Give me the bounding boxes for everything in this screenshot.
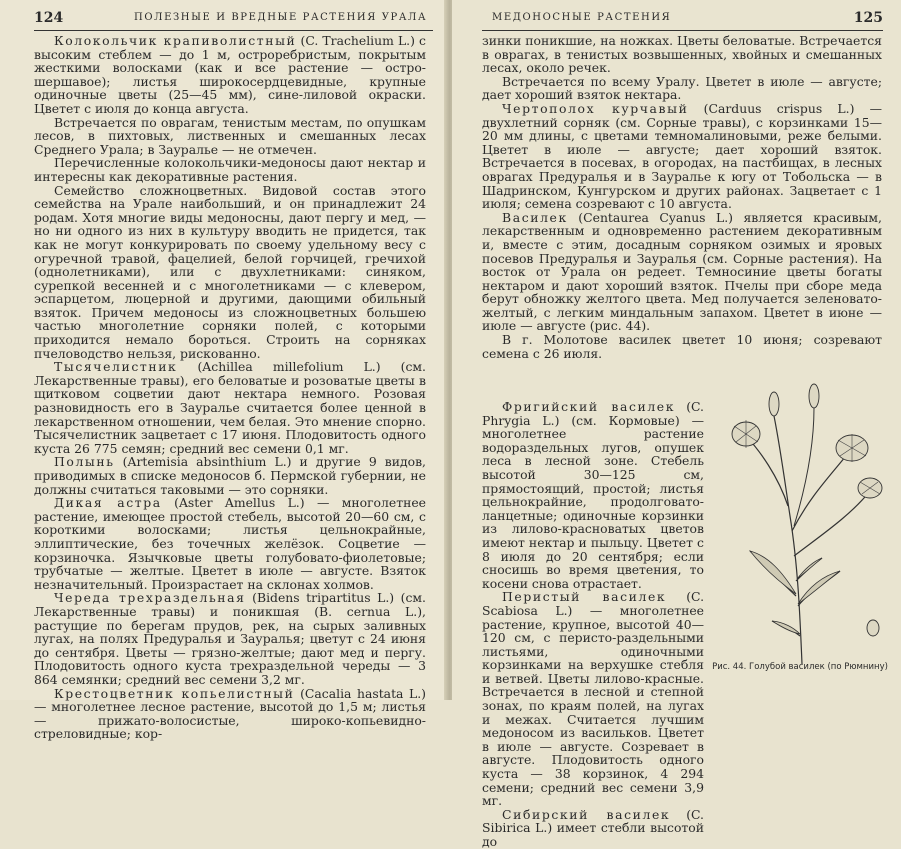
- left-page-text: [34, 34, 426, 741]
- page-number: 125: [853, 10, 883, 26]
- running-title: ПОЛЕЗНЫЕ И ВРЕДНЫЕ РАСТЕНИЯ УРАЛА: [134, 12, 428, 23]
- running-title: МЕДОНОСНЫЕ РАСТЕНИЯ: [492, 12, 672, 23]
- page-number: 124: [34, 10, 64, 26]
- right-page-header: [482, 4, 883, 31]
- species-name: Василек: [502, 209, 568, 225]
- species-name: Крестоцветник копьелистный: [54, 685, 295, 701]
- paragraph: Перечисленные колокольчики-медоносы дают нектар и интересны как декоративные растения.: [34, 155, 426, 184]
- figure-caption: Рис. 44. Голубой василек (по Рюмнину): [712, 662, 888, 672]
- paragraph: Фригийский василек (C. Phrygia L.) (см. Кормовые) — многолетнее растение водораздельных лугов, опушек леса в лесной зоне. Стебель высотой 30—125 см, прямостоящий, простой; листья цельнокрайние, продолговато-ланцетные; одиночные корзинки из лилово-красноватых цветов имеют нектар и пыльцу. Цветет с 8 июля до 20 сентября; если сносишь во время цветения, то косени снова отрастает.: [482, 399, 704, 591]
- paragraph: Череда трехраздельная (Bidens tripartitus L.) (см. Лекарственные травы) и поникшая (B. cernua L.), растущие по берегам прудов, рек, на сырых заливных лугах, на полях Предуралья и Зауралья; цветут с 24 июня до сентября. Цветы — грязно-желтые; дают мед и пергу. Плодовитость одного куста трехраздельной череды — 3 864 семянки; средний вес семени 3,2 мг.: [34, 590, 426, 687]
- species-name: Тысячелистник: [54, 359, 178, 375]
- paragraph: Семейство сложноцветных. Видовой состав этого семейства на Урале наибольший, и он принадлежит 24 родам. Хотя многие виды медоносны, дают пергу и мед, — но ни одного из них в культуру вводить не придется, так как не могут конкурировать по своему удельному весу с огуречной травой, фацелией, белой горчицей, гречихой (однолетниками), или с двухлетниками: синяком, сурепкой весенней и с многолетниками — с клевером, эспарцетом, люцерной и другими, дающими обильный взяток. Причем медоносы из сложноцветных большею частью многолетние сорняки полей, с которыми приходится немало бороться. Строить на сорняках пчеловодство нельзя, рискованно.: [34, 182, 426, 361]
- paragraph: Перистый василек (C. Scabiosa L.) — многолетнее растение, крупное, высотой 40—120 см, с перисто-раздельными листьями, одиночными корзинками на верхушке стебля и ветвей. Цветы лилово-красные. Встречается в лесной и степной зонах, по краям полей, на лугах и межах. Считается лучшим медоносом из васильков. Цветет в июле — августе. Созревает в августе. Плодовитость одного куста — 38 корзинок, 4 294 семени; средний вес семени 3,9 мг.: [482, 589, 705, 809]
- left-page-header: [34, 4, 433, 31]
- paragraph: Крестоцветник копьелистный (Cacalia hastata L.) — многолетнее лесное растение, высотой до 1,5 м; листья — прижато-волосистые, широко-копьевидно-стреловидные; кор-: [34, 685, 426, 742]
- left-page: [0, 0, 447, 742]
- species-name: Сибирский василек: [502, 806, 671, 822]
- paragraph: Полынь (Artemisia absinthium L.) и другие 9 видов, приводимых в списке медоносов б. Пермской губернии, не должны считаться таковыми — это сорняки.: [34, 454, 426, 497]
- paragraph: зинки поникшие, на ножках. Цветы беловатые. Встречается в оврагах, в тенистых возвышенных, хвойных и смешанных лесах, около речек.: [482, 33, 882, 76]
- paragraph: Встречается по всему Уралу. Цветет в июле — августе; дает хороший взяток нектара.: [482, 73, 882, 103]
- paragraph: Дикая астра (Aster Amellus L.) — многолетнее растение, имеющее простой стебель, высотой 20—60 см, с короткими волосками; листья цельнокрайные, эллиптические, без точечных желёзок. Соцветие — корзиночка. Язычковые цветы голубовато-фиолетовые; трубчатые — желтые. Цветет в июле — августе. Взяток незначительный. Произрастает на склонах холмов.: [34, 495, 426, 592]
- text-column-beside-figure: [482, 400, 704, 849]
- cornflower-illustration: [710, 366, 890, 666]
- paragraph: Встречается по оврагам, тенистым местам, по опушкам лесов, в пихтовых, лиственных и смешанных лесах Среднего Урала; в Зауралье — не отмечен.: [34, 114, 426, 157]
- right-page: [452, 0, 901, 849]
- paragraph: Василек (Centaurea Cyanus L.) является красивым, лекарственным и одновременно растением декоративным и, вместе с этим, досадным сорняком озимых и яровых посевов Предуралья и Зауралья (см. Сорные растения). На восток от Урала он редеет. Темносиние цветы богаты нектаром и дают хороший взяток. Пчелы при сборе меда берут обножку желтого цвета. Мед получается зеленовато-желтый, с легким миндальным запахом. Цветет в июне — июле — августе (рис. 44).: [482, 209, 882, 334]
- paragraph: Чертополох курчавый (Carduus crispus L.) — двухлетний сорняк (см. Сорные травы), с корзинками 15—20 мм длины, с цветами темномалиновыми, реже белыми. Цветет в июле — августе; дает хороший взяток. Встречается в посевах, в огородах, на пастбищах, в лесных оврагах Предуралья и в Зауралье к югу от Тобольска — в Шадринском, Кунгурском и других районах. Зацветает с 1 июля; семена созревают с 10 августа.: [482, 100, 882, 212]
- paragraph: Тысячелистник (Achillea millefolium L.) (см. Лекарственные травы), его беловатые и розоватые цветы в щитковом соцветии дают нектара немного. Розовая разновидность его в Зауралье считается более ценной в лекарственном отношении, чем белая. Это мнение спорно. Тысячелистник зацветает с 17 июня. Плодовитость одного куста 26 775 семян; средний вес семени 0,1 мг.: [34, 359, 426, 456]
- right-page-text: [482, 34, 882, 360]
- species-name: Дикая астра: [54, 495, 162, 511]
- paragraph: Колокольчик крапиволистный (C. Trachelium L.) с высоким стеблем — до 1 м, остроребристым, покрытым жесткими волосками (как и все растение — остро-шершавое); листья широкосердцевидные, крупные одиночные цветы (25—45 мм), сине-лиловой окраски. Цветет с июля до конца августа.: [34, 33, 426, 116]
- species-name: Череда трехраздельная: [54, 590, 246, 606]
- paragraph: Сибирский василек (C. Sibirica L.) имеет стебли высотой до: [482, 806, 704, 849]
- paragraph: В г. Молотове василек цветет 10 июня; созревают семена с 26 июля.: [482, 332, 882, 361]
- species-name: Полынь: [54, 454, 115, 470]
- species-name: Перистый василек: [502, 589, 667, 605]
- species-name: Фригийский василек: [502, 399, 676, 414]
- species-name: Чертополох курчавый: [502, 100, 689, 116]
- species-name: Колокольчик крапиволистный: [54, 33, 297, 48]
